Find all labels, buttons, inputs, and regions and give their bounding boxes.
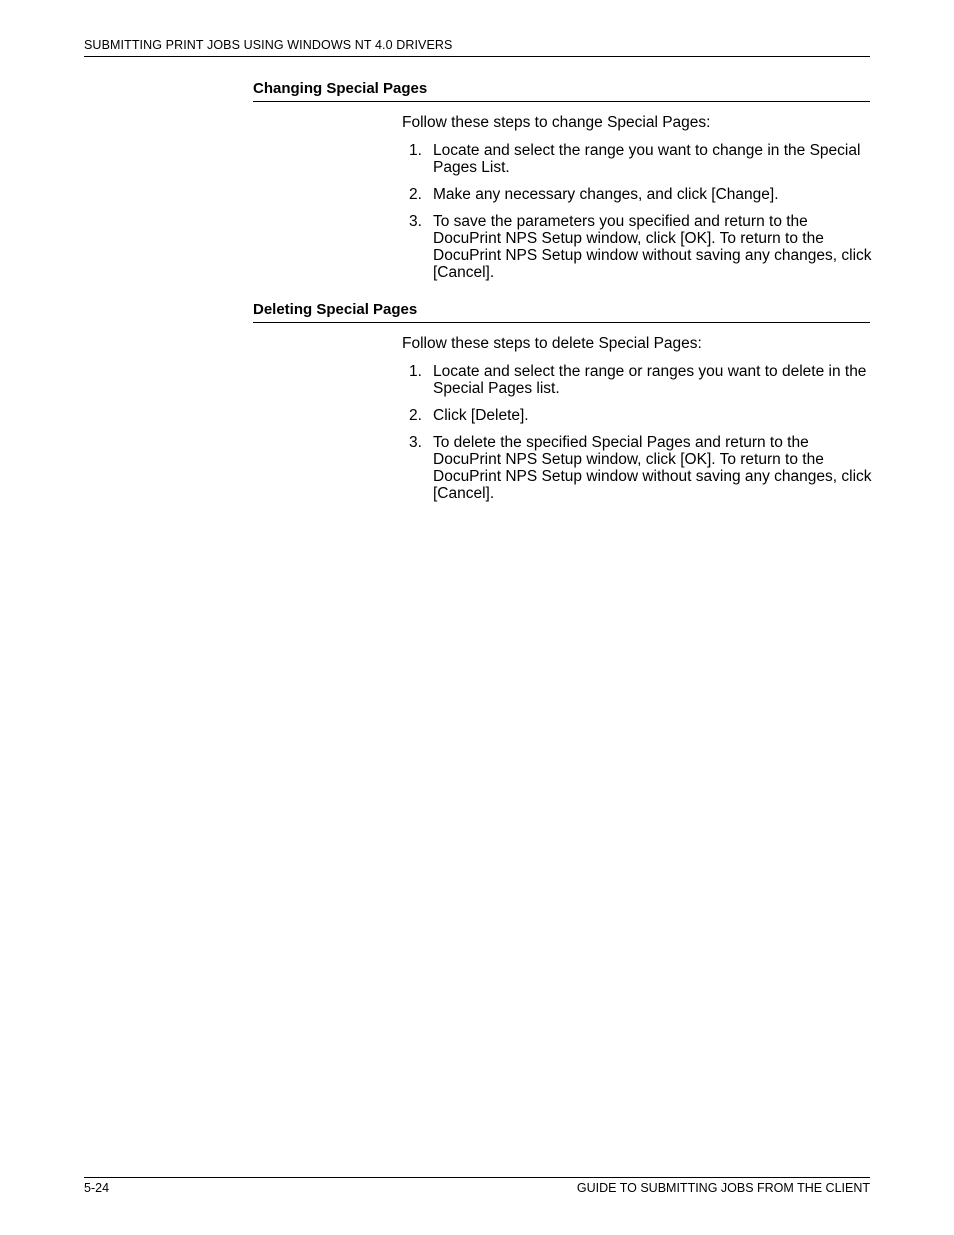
step-text: Make any necessary changes, and click [Change]. <box>433 186 779 203</box>
running-header: SUBMITTING PRINT JOBS USING WINDOWS NT 4.0 DRIVERS <box>84 38 870 57</box>
step-item <box>402 434 872 502</box>
section-heading-changing: Changing Special Pages <box>253 80 870 102</box>
step-number: 3. <box>409 434 422 451</box>
step-number: 2. <box>409 407 422 424</box>
step-item <box>402 142 872 176</box>
section-intro-deleting: Follow these steps to delete Special Pages: <box>402 335 702 352</box>
footer-title: GUIDE TO SUBMITTING JOBS FROM THE CLIENT <box>576 1181 870 1195</box>
step-text: Locate and select the range or ranges you want to delete in the Special Pages list. <box>433 363 867 397</box>
section-intro-changing: Follow these steps to change Special Pages: <box>402 114 711 131</box>
step-text: To save the parameters you specified and return to the DocuPrint NPS Setup window, click [OK]. To return to the DocuPrint NPS Setup window without saving any changes, click [Cancel]. <box>433 213 872 281</box>
step-text: To delete the specified Special Pages and return to the DocuPrint NPS Setup window, click [OK]. To return to the DocuPrint NPS Setup window without saving any changes, click [Cancel]. <box>433 434 872 502</box>
step-item <box>402 363 872 397</box>
step-number: 1. <box>409 142 422 159</box>
step-text: Locate and select the range you want to change in the Special Pages List. <box>433 142 861 176</box>
steps-list-changing <box>402 142 872 291</box>
step-item <box>402 213 872 281</box>
steps-list-deleting <box>402 363 872 512</box>
step-number: 2. <box>409 186 422 203</box>
step-text: Click [Delete]. <box>433 407 529 424</box>
step-item <box>402 186 872 203</box>
section-heading-deleting: Deleting Special Pages <box>253 301 870 323</box>
step-number: 3. <box>409 213 422 230</box>
step-item <box>402 407 872 424</box>
page-number: 5-24 <box>84 1181 110 1195</box>
step-number: 1. <box>409 363 422 380</box>
running-footer <box>84 1177 870 1196</box>
